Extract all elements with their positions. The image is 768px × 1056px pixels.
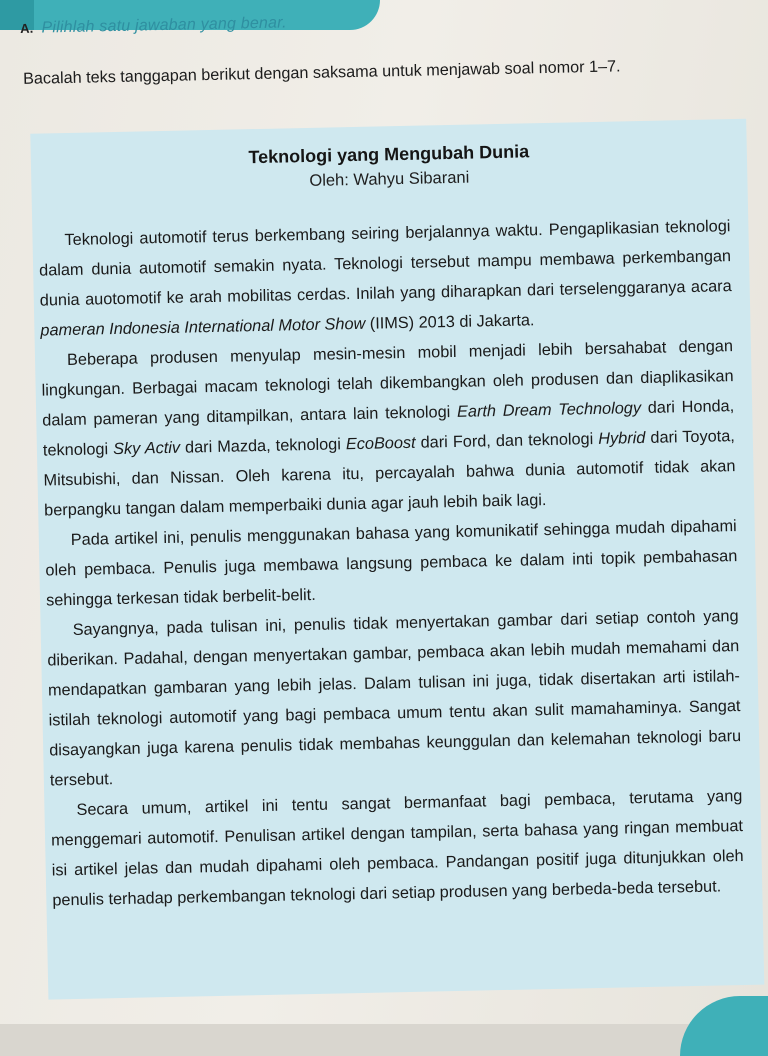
italic-term: Hybrid [598,428,646,448]
article-body [38,211,744,915]
paragraph-text: Beberapa produsen menyulap mesin-mesin mobil menjadi lebih bersahabat dengan lingkungan. Berbagai macam teknologi telah dikembangkan oleh produsen dan diaplikasikan dalam pameran yang ditampilkan, antara lain teknologi [41,337,734,430]
lead-text: Bacalah teks tanggapan berikut dengan saksama untuk menjawab soal nomor 1–7. [22,57,621,88]
paragraph-text: Secara umum, artikel ini tentu sangat bermanfaat bagi pembaca, terutama yang menggemari automotif. Penulisan artikel dengan tampilan, serta bahasa yang ringan membuat isi artikel jelas dan mudah dipahami oleh pembaca. Pandangan positif juga ditunjukkan oleh penulis terhadap perkembangan teknologi dari setiap produsen yang berbeda-beda tersebut. [50,786,744,910]
article-paragraph [46,601,742,795]
section-number: A. [19,20,34,36]
paragraph-text: dari Mazda, teknologi [179,435,347,457]
article-paragraph [38,211,732,345]
instruction-text: Pilihlah satu jawaban yang benar. [41,14,287,37]
paragraph-text: dari Honda, teknologi [42,397,735,460]
article-author: Oleh: Wahyu Sibarani [309,168,470,190]
paragraph-text: (IIMS) 2013 di Jakarta. [365,311,535,333]
article-paragraph [50,781,744,915]
article-paragraph [45,511,739,615]
paragraph-text: Teknologi automotif terus berkembang seiring berjalannya waktu. Pengaplikasian teknologi dalam dunia automotif semakin nyata. Teknologi tersebut mampu membawa perkembangan dunia auotomotif ke arah mobilitas cerdas. Inilah yang diharapkan dari terselenggaranya acara [38,217,732,310]
italic-term: EcoBoost [345,433,416,454]
article-title: Teknologi yang Mengubah Dunia [248,141,530,168]
paragraph-text: dari Ford, dan teknologi [415,429,599,452]
paragraph-text: dari Toyota, Mitsubishi, dan Nissan. Oleh karena itu, percayalah bahwa dunia automotif tidak akan berpangku tangan dalam memperbaiki dunia agar jauh lebih baik lagi. [43,427,736,520]
instruction [20,14,287,38]
paragraph-text: Pada artikel ini, penulis menggunakan bahasa yang komunikatif sehingga mudah dipahami oleh pembaca. Penulis juga membawa langsung pembaca ke dalam inti topik pembahasan sehingga terkesan tidak berbelit-belit. [45,517,738,610]
article-paragraph [41,331,737,525]
italic-term: Earth Dream Technology [456,399,642,421]
italic-term: pameran Indonesia International Motor Show [40,314,366,340]
paragraph-text: Sayangnya, pada tulisan ini, penulis tidak menyertakan gambar dari setiap contoh yang diberikan. Padahal, dengan menyertakan gambar, pembaca akan lebih mudah memahami dan mendapatkan gambaran yang lebih jelas. Dalam tulisan ini juga, tidak disertakan arti istilah-istilah teknologi automotif yang bagi pembaca umum tentu akan sulit mamahaminya. Sangat disayangkan juga karena penulis tidak membahas keunggulan dan kelemahan teknologi baru tersebut. [47,607,742,790]
italic-term: Sky Activ [112,438,181,459]
